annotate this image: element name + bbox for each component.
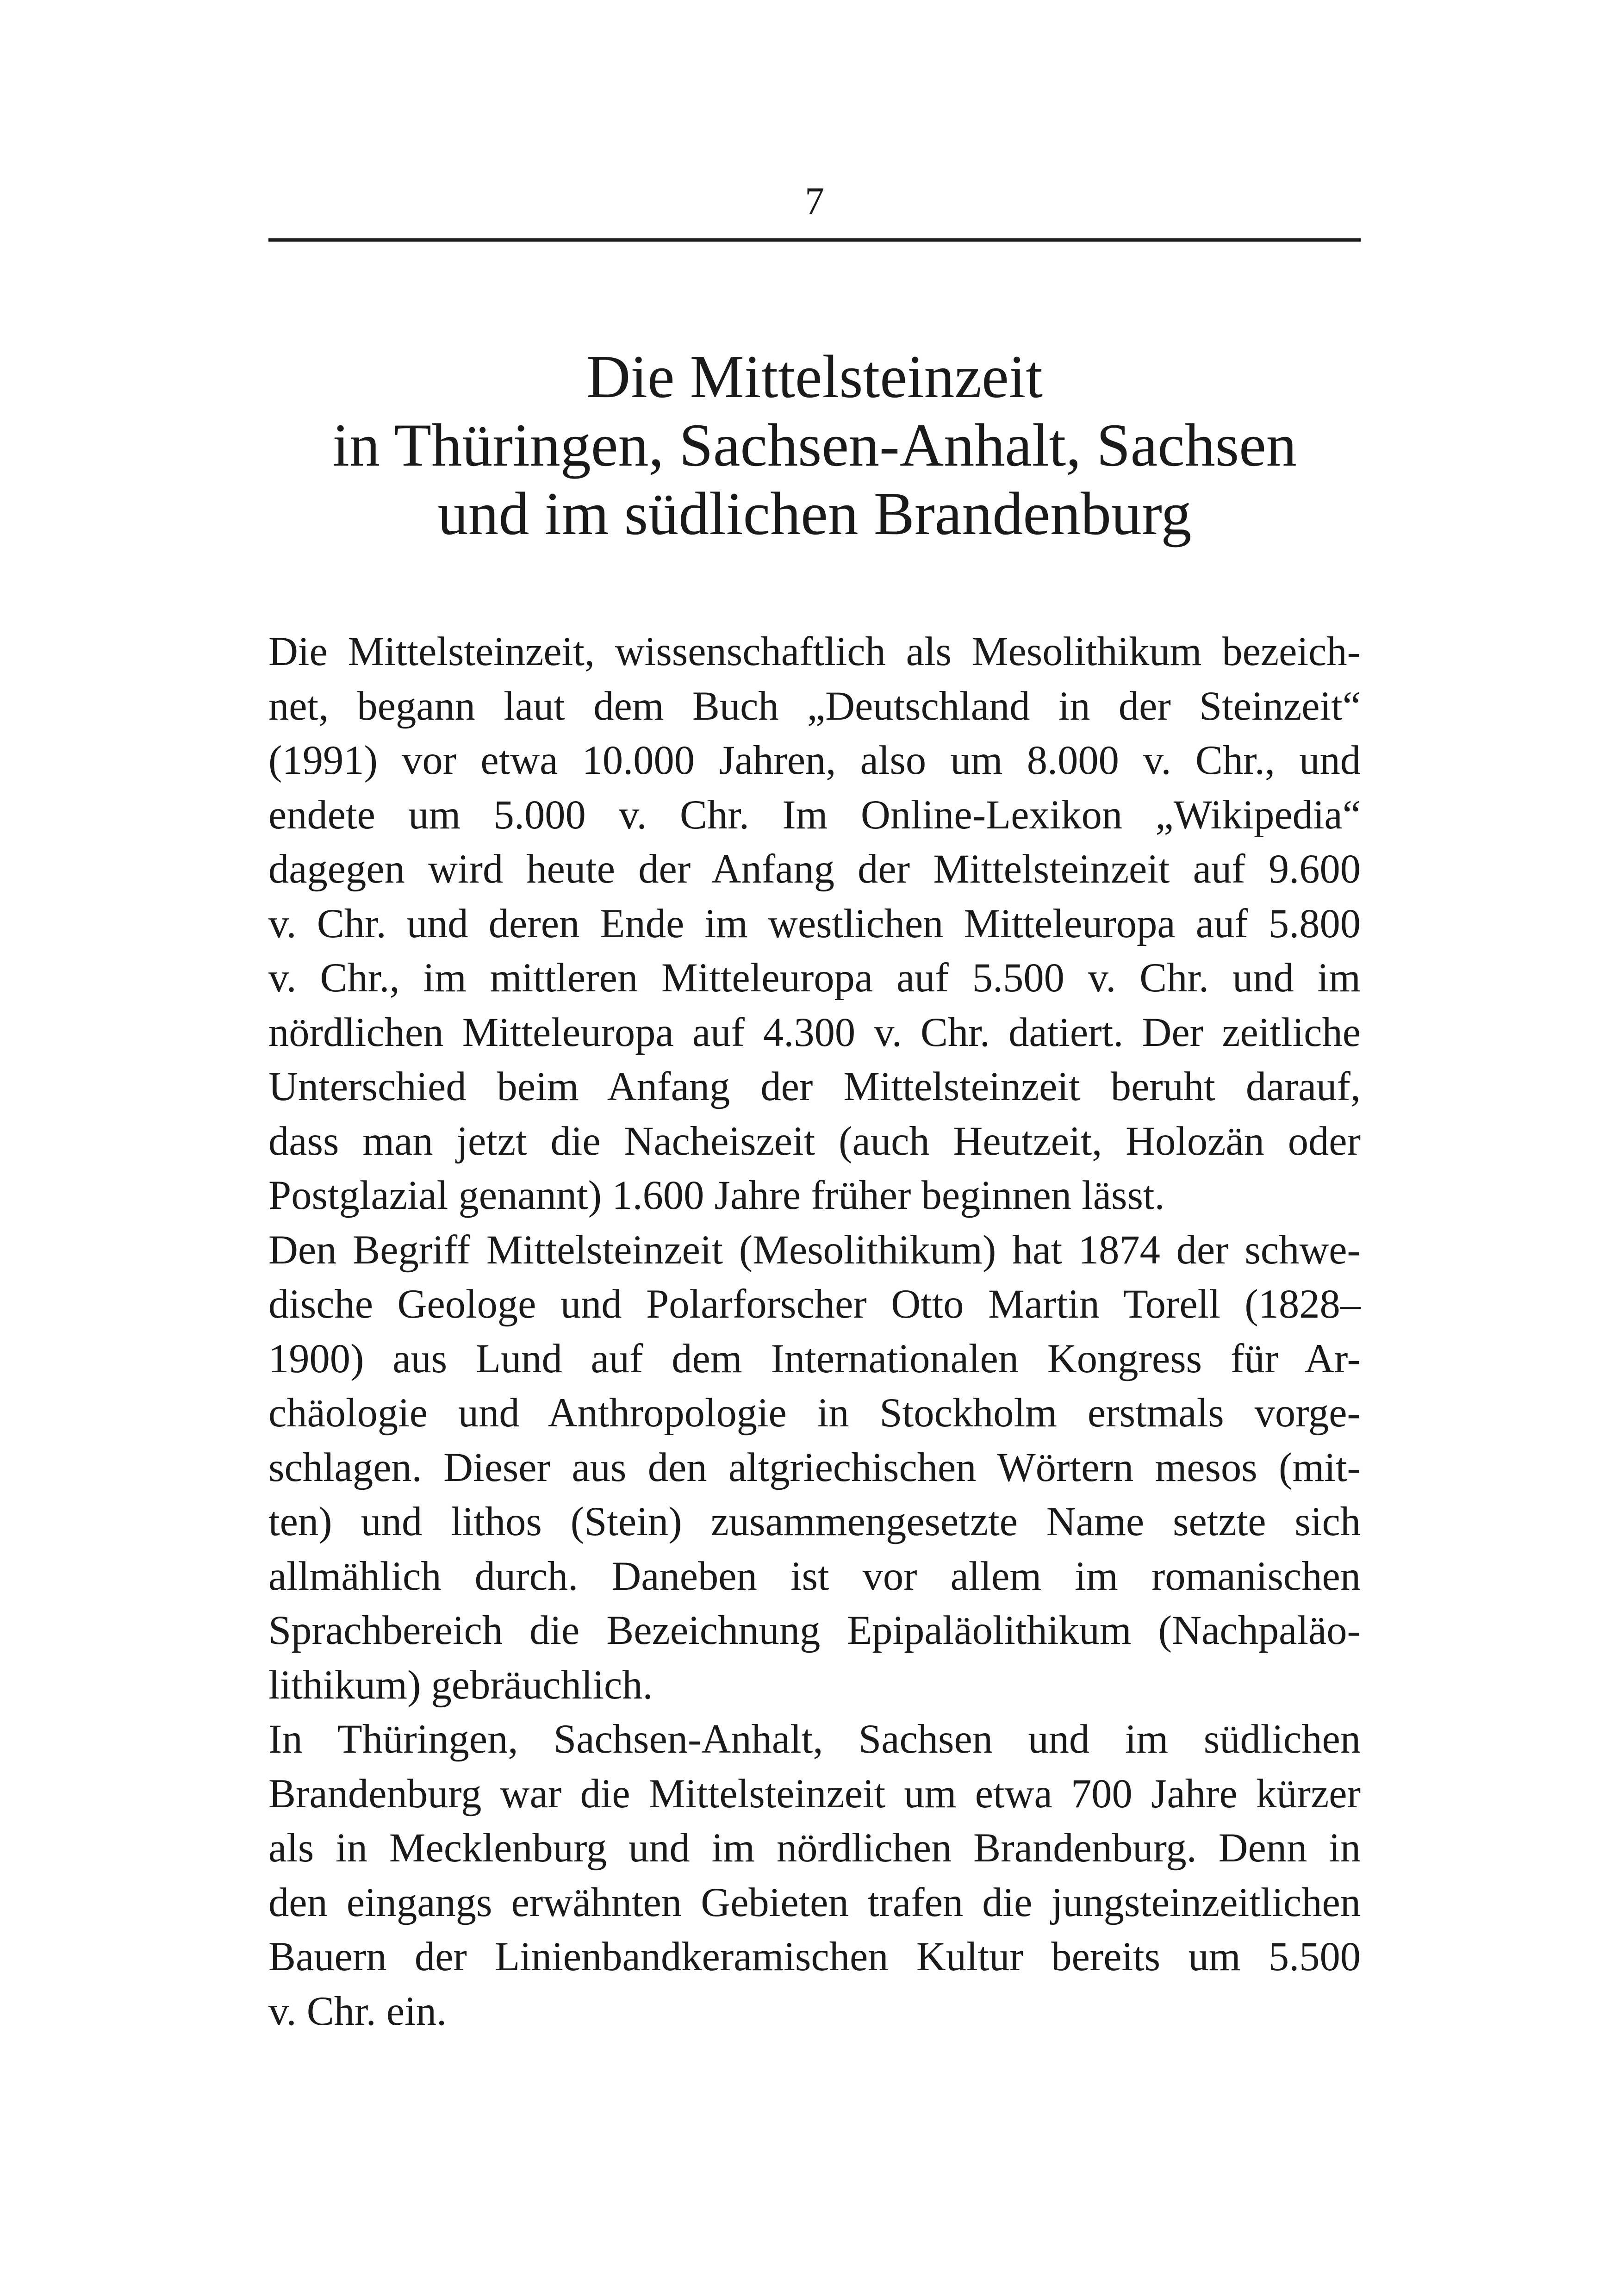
text-line: allmählich durch. Daneben ist vor allem im romanischen [268, 1553, 1361, 1599]
text-line: dagegen wird heute der Anfang der Mittelsteinzeit auf 9.600 [268, 846, 1361, 892]
text-line: schlagen. Dieser aus den altgriechischen Wörtern mesos (mit- [268, 1444, 1361, 1490]
paragraph-1 [268, 625, 1361, 1223]
text-line: ten) und lithos (Stein) zusammengesetzte Name setzte sich [268, 1499, 1361, 1544]
chapter-title-line: und im südlichen Brandenburg [437, 479, 1192, 548]
text-line: als in Mecklenburg und im nördlichen Brandenburg. Denn in [268, 1825, 1361, 1871]
text-line: dische Geologe und Polarforscher Otto Martin Torell (1828– [268, 1282, 1361, 1327]
text-line: Die Mittelsteinzeit, wissenschaftlich als Mesolithikum bezeich- [268, 629, 1361, 674]
text-line: Postglazial genannt) 1.600 Jahre früher beginnen lässt. [268, 1173, 1165, 1218]
chapter-title [268, 342, 1361, 548]
text-line: v. Chr. ein. [268, 1988, 447, 2034]
header-rule [268, 238, 1361, 242]
text-line: dass man jetzt die Nacheiszeit (auch Heutzeit, Holozän oder [268, 1118, 1361, 1164]
text-line: Unterschied beim Anfang der Mittelsteinzeit beruht darauf, [268, 1064, 1361, 1109]
text-line: Den Begriff Mittelsteinzeit (Mesolithikum) hat 1874 der schwe- [268, 1227, 1361, 1273]
chapter-title-line: Die Mittelsteinzeit [586, 342, 1043, 411]
text-line: den eingangs erwähnten Gebieten trafen die jungsteinzeitlichen [268, 1879, 1361, 1925]
text-line: (1991) vor etwa 10.000 Jahren, also um 8.000 v. Chr., und [268, 738, 1361, 783]
paragraph-3 [268, 1712, 1361, 2039]
text-line: net, begann laut dem Buch „Deutschland in der Steinzeit“ [268, 683, 1361, 729]
text-line: v. Chr., im mittleren Mitteleuropa auf 5.500 v. Chr. und im [268, 955, 1361, 1001]
text-line: In Thüringen, Sachsen-Anhalt, Sachsen und im südlichen [268, 1717, 1361, 1762]
text-line: Bauern der Linienbandkeramischen Kultur bereits um 5.500 [268, 1934, 1361, 1979]
text-line: endete um 5.000 v. Chr. Im Online-Lexikon „Wikipedia“ [268, 792, 1361, 838]
text-line: v. Chr. und deren Ende im westlichen Mitteleuropa auf 5.800 [268, 901, 1361, 946]
page-number: 7 [805, 180, 824, 223]
text-line: nördlichen Mitteleuropa auf 4.300 v. Chr. datiert. Der zeitliche [268, 1009, 1361, 1055]
text-line: chäologie und Anthropologie in Stockholm erstmals vorge- [268, 1390, 1361, 1436]
body-text [268, 625, 1361, 2039]
paragraph-2 [268, 1223, 1361, 1713]
text-line: lithikum) gebräuchlich. [268, 1662, 653, 1708]
text-line: Brandenburg war die Mittelsteinzeit um etwa 700 Jahre kürzer [268, 1771, 1361, 1817]
text-line: Sprachbereich die Bezeichnung Epipaläolithikum (Nachpaläo- [268, 1608, 1361, 1653]
chapter-title-line: in Thüringen, Sachsen-Anhalt, Sachsen [332, 411, 1297, 479]
text-line: 1900) aus Lund auf dem Internationalen Kongress für Ar- [268, 1336, 1361, 1381]
